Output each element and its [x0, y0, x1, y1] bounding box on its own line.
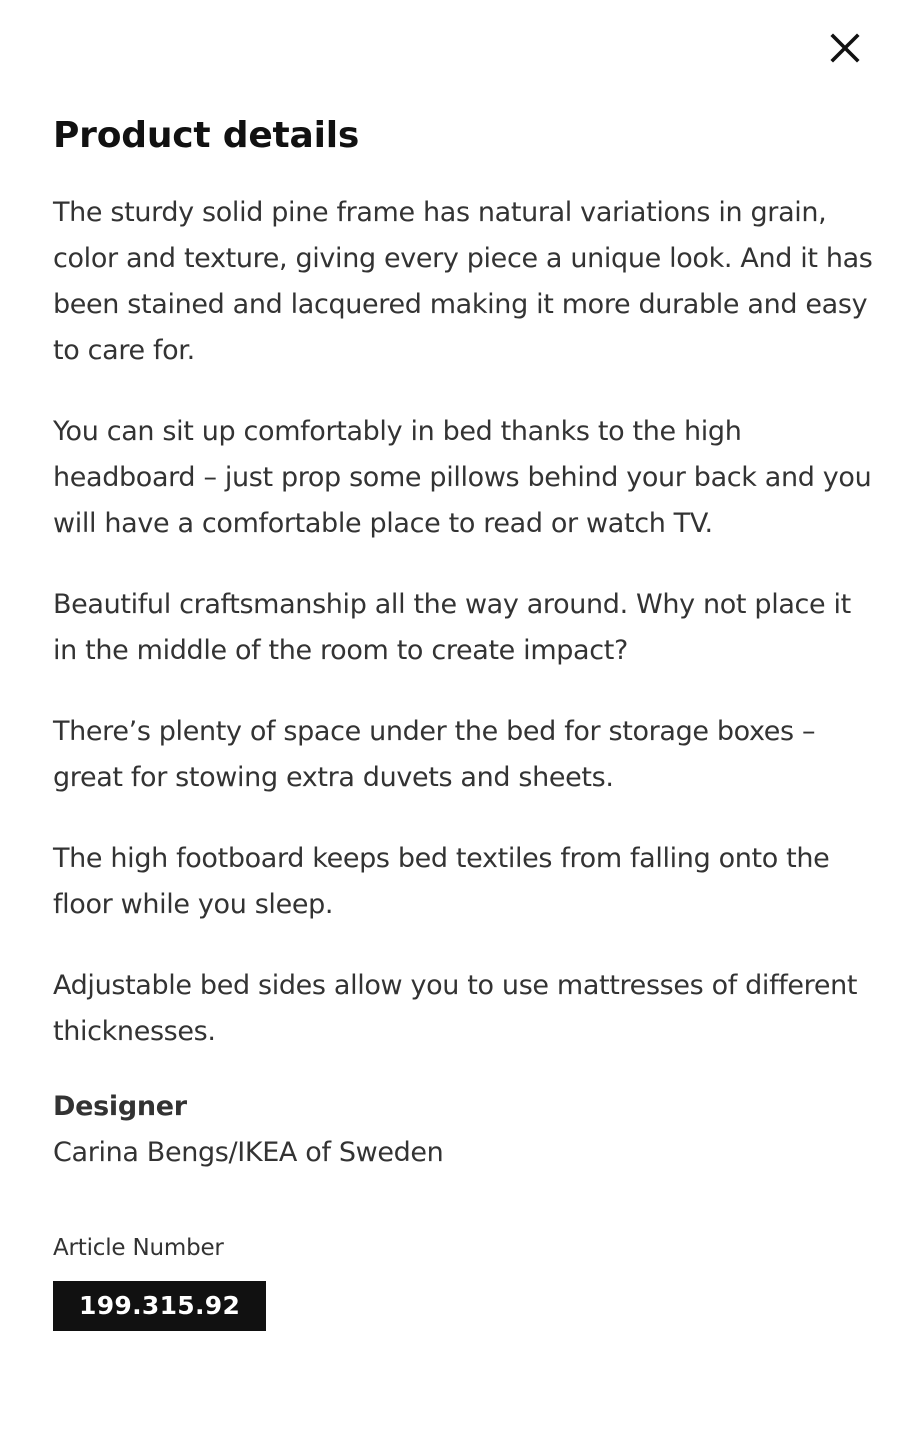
- product-description: [53, 190, 873, 1055]
- article-number-label: Article Number: [53, 1235, 224, 1261]
- description-paragraph: The high footboard keeps bed textiles from falling onto the floor while you sleep.: [53, 843, 830, 920]
- designer-name: Carina Bengs/IKEA of Sweden: [53, 1137, 444, 1168]
- close-icon: [830, 33, 860, 63]
- close-button[interactable]: [818, 24, 872, 72]
- description-paragraph: Beautiful craftsmanship all the way around. Why not place it in the middle of the room to create impact?: [53, 589, 851, 666]
- designer-heading: Designer: [53, 1091, 187, 1122]
- description-paragraph: The sturdy solid pine frame has natural variations in grain, color and texture, giving every piece a unique look. And it has been stained and lacquered making it more durable and easy to care for.: [53, 197, 873, 366]
- description-paragraph: You can sit up comfortably in bed thanks to the high headboard – just prop some pillows behind your back and you will have a comfortable place to read or watch TV.: [53, 416, 872, 539]
- description-paragraph: Adjustable bed sides allow you to use mattresses of different thicknesses.: [53, 970, 858, 1047]
- article-number-badge: 199.315.92: [53, 1281, 266, 1331]
- description-paragraph: There’s plenty of space under the bed for storage boxes – great for stowing extra duvets and sheets.: [53, 716, 816, 793]
- page-title: Product details: [53, 115, 360, 156]
- product-details-panel: [53, 108, 873, 1331]
